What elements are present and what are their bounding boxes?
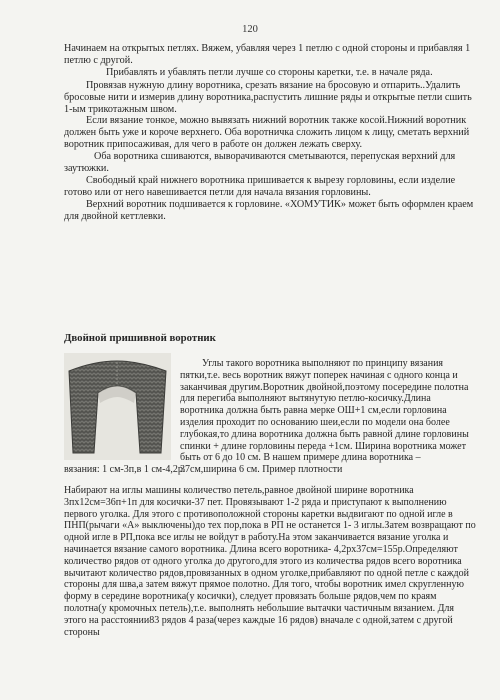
bottom-text-block — [64, 485, 476, 638]
paragraph: Углы такого воротника выполняют по принципу вязания пятки,т.е. весь воротник вяжут поперек начиная с одного конца и заканчивая другим.Воротник двойной,поэтому посередине полотна для перегиба выполняют вытянутую петлю-косичку.Длина воротника должна быть равна мерке ОШ+1 см,если горловина изделия проходит по основанию шеи,если по модели она более глубокая,то длина воротника должна быть равной длине горловины спинки + длине горловины переда +1см. Ширина воротника может быть от 6 до 10 см. В нашем примере длина воротника –37см,ширина 6 см. Пример плотности — [180, 358, 469, 476]
paragraph: Прибавлять и убавлять петли лучше со стороны каретки, т.е. в начале ряда. — [106, 66, 433, 78]
page-number: 120 — [242, 24, 258, 35]
paragraph: Начинаем на открытых петлях. Вяжем, убавляя через 1 петлю с одной стороны и прибавляя 1 петлю с другой. — [64, 43, 471, 66]
paragraph: Оба воротника сшиваются, выворачиваются сметываются, перепуская верхний для заутюжки. — [64, 151, 456, 175]
knitted-collar-photo — [64, 353, 171, 460]
paragraph: Набирают на иглы машины количество петель,равное двойной ширине воротника 3пх12см=36п+1п для косички-37 пет. Провязывают 1-2 ряда и приступают к выполнению первого уголка. Для этого с противоположной стороны каретки выдвигают по одной игле в ПНП(рычаги «А» выключены)до тех пор,пока в РП не останется 1- 3 иглы.Затем возвращают по одной игле в РП,пока все иглы не войдут в работу.На этом заканчивается вязание уголка и начинается вязание самого воротника. Длина всего воротника- 4,2рх37см=155р.Определяют количество рядов от одного уголка до другого,для этого из количества рядов всего воротника вычитают количество рядов,провязанных в одном уголке,прибавляют по одной петле с каждой стороны для шва,а затем вяжут прямое полотно. Для того, чтобы воротник имел скругленную форму в середине воротника(у косички), следует провязать больше рядов,чем по краям полотна(у кромочных петель),т.е. выполнять небольшие вытачки частичным вязанием. Для этого на расстоянии83 рядов 4 раза(через каждые 16 рядов) вначале с одной,затем с другой стороны — [64, 485, 476, 638]
paragraph: Верхний воротник подшивается к горловине. «ХОМУТИК» может быть оформлен краем для двойной кеттлевки. — [64, 198, 474, 222]
paragraph: Если вязание тонкое, можно вывязать нижний воротник также косой.Нижний воротник должен быть уже и короче верхнего. Оба воротничка сложить лицом к лицу, сметать верхний воротник припосаживая, для чего в работе он должен лежать сверху. — [64, 115, 470, 151]
section-title: Двойной пришивной воротник — [64, 332, 216, 344]
paragraph: Свободный край нижнего воротника пришивается к вырезу горловины, если изделие готово или от него навешивается петли для начала вязания горловины. — [64, 174, 456, 198]
top-text-block — [64, 43, 476, 223]
side-text-block — [180, 358, 476, 476]
collar-illustration — [64, 353, 171, 460]
tail-line: вязания: 1 см-3п,в 1 см-4,2р. — [64, 464, 186, 475]
paragraph: Провязав нужную длину воротника, срезать вязание на бросовую и отпарить..Удалить бросовые нити и измерив длину воротника,распустить лишние ряды и открытые петли сшить 1-ым трикотажным швом. — [64, 79, 472, 115]
